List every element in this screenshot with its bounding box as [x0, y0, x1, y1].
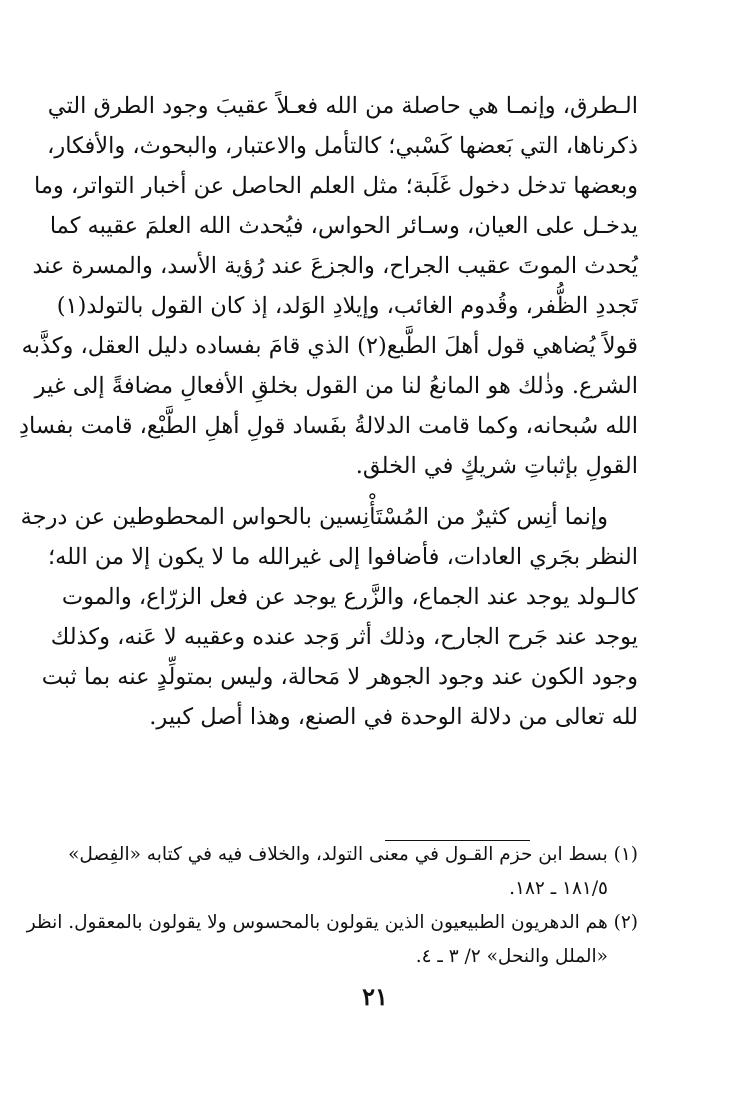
footnote-1-line: (١) بسط ابن حزم القـول في معنى التولد، والخلاف فيه في كتابه «الفِصل» — [68, 844, 638, 865]
footnote-1-line: ١٨١/٥ ـ ١٨٢. — [509, 878, 608, 899]
body-line: تَجددِ الظُّفر، وقُدوم الغائب، وإيلادِ الوَلد، إذ كان القول بالتولد(١) — [56, 293, 638, 319]
footnote-2-line: (٢) هم الدهريون الطبيعيون الذين يقولون بالمحسوس ولا يقولون بالمعقول. انظر — [26, 912, 638, 933]
body-line: وبعضها تدخل دخول غَلَبة؛ مثل العلم الحاصل عن أخبار التواتر، وما — [34, 173, 638, 199]
body-line: الله سُبحانه، وكما قامت الدلالةُ بفَساد قولِ أهلِ الطَّبْع، قامت بفسادِ — [18, 413, 638, 439]
body-line: قولاً يُضاهي قول أهلَ الطَّبع(٢) الذي قامَ بفساده دليل العقل، وكذَّبه — [21, 333, 638, 359]
body-line: يدخـل على العيان، وسـائر الحواس، فيُحدث الله العلمَ عقيبه كما — [49, 213, 638, 239]
footnote-2-line: «الملل والنحل» ٢/ ٣ ـ ٤. — [415, 946, 608, 967]
body-line: يوجد عند جَرح الجارح، وذلك أثر وَجد عنده وعقيبه لا عَنه، وكذلك — [50, 624, 638, 650]
body-line: الـطرق، وإنمـا هي حاصلة من الله فعـلاً عقيبَ وجود الطرق التي — [47, 93, 638, 119]
body-line: وإنما أنِس كثيرٌ من المُسْتَأْنِسين بالحواس المحطوطين عن درجة — [20, 504, 608, 530]
body-line: الشرع. وذٰلك هو المانعُ لنا من القول بخلقِ الأفعالِ مضافةً إلى غير — [34, 373, 638, 399]
body-line: كالـولد يوجد عند الجماع، والزَّرع يوجد عن فعل الزرّاع، والموت — [61, 584, 638, 610]
body-line: القولِ بإثباتِ شريكٍ في الخلق. — [355, 453, 638, 479]
body-line: وجود الكون عند وجود الجوهر لا مَحالة، وليس بمتولِّدٍ عنه بما ثبت — [41, 664, 638, 690]
body-line: ذكرناها، التي بَعضها كَسْبي؛ كالتأمل والاعتبار، والبحوث، والأفكار، — [47, 133, 638, 159]
body-line: لله تعالى من دلالة الوحدة في الصنع، وهذا أصل كبير. — [149, 704, 638, 730]
body-line: النظر بجَري العادات، فأضافوا إلى غيرالله ما لا يكون إلا من الله؛ — [47, 544, 638, 570]
body-line: يُحدث الموتَ عقيب الجراح، والجزعَ عند رُؤية الأسد، والمسرة عند — [32, 253, 638, 279]
page-number: ٢١ — [362, 982, 388, 1011]
